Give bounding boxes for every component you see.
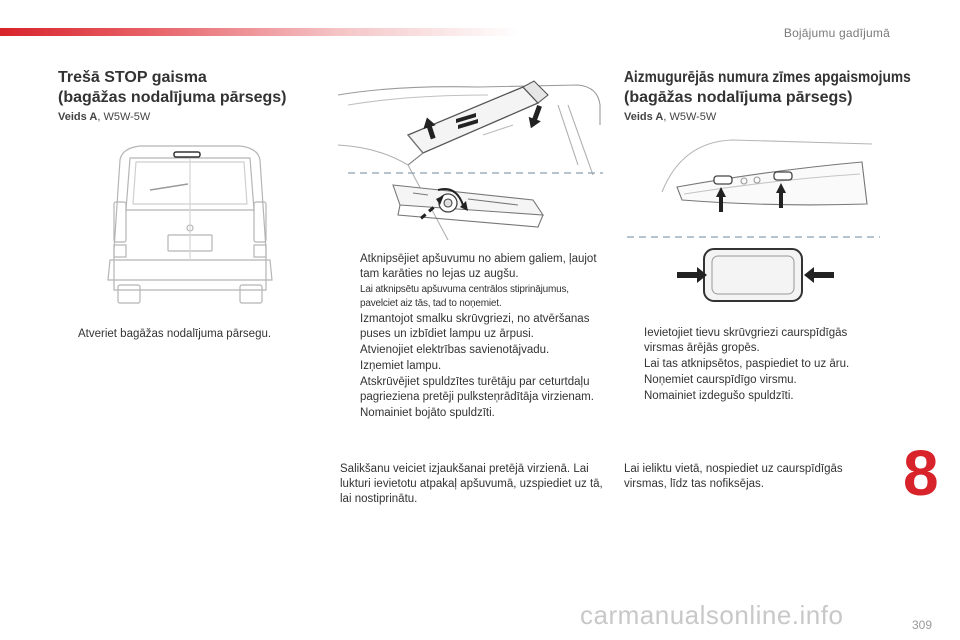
stop-light-marker bbox=[174, 152, 200, 157]
list-item: Izņemiet lampu. bbox=[360, 360, 442, 372]
page-number: 309 bbox=[911, 618, 932, 632]
list-item: Atknipsējiet apšuvumu no abiem galiem, ļaujot tam karāties no lejas uz augšu. bbox=[360, 253, 597, 280]
list-item: Noņemiet caurspīdīgo virsmu. bbox=[644, 374, 797, 386]
middle-note: Salikšanu veiciet izjaukšanai pretējā virzienā. Lai lukturi ievietotu atpakaļ apšuvumā, uzspiediet uz tā, lai nostiprinātu. bbox=[340, 463, 603, 505]
list-item: Atskrūvējiet spuldzītes turētāju par ceturtdaļu pagrieziena pretēji pulksteņrādītāja virzienam. bbox=[360, 376, 594, 403]
right-type-label: Veids A bbox=[624, 111, 664, 123]
left-type-label: Veids A bbox=[58, 111, 98, 123]
right-steps-list bbox=[624, 326, 886, 405]
list-item: Lai tas atknipsētos, paspiediet to uz āru. bbox=[644, 358, 850, 370]
right-title-line1: Aizmugurējās numura zīmes apgaismojums bbox=[624, 69, 911, 86]
right-section-title bbox=[624, 68, 957, 108]
left-steps-list bbox=[58, 327, 308, 343]
left-type-value: , W5W-5W bbox=[97, 111, 151, 123]
chapter-number: 8 bbox=[903, 437, 939, 509]
list-item: Izmantojot smalku skrūvgriezi, no atvēršanas puses un izbīdiet lampu uz ārpusi. bbox=[360, 313, 590, 340]
list-item: Nomainiet izdegušo spuldzīti. bbox=[644, 390, 794, 402]
chapter-title: Bojājumu gadījumā bbox=[783, 26, 890, 40]
list-item: Atveriet bagāžas nodalījuma pārsegu. bbox=[78, 328, 272, 340]
third-stop-light-illustration bbox=[338, 65, 608, 240]
left-type-line bbox=[58, 111, 150, 123]
right-title-line2: (bagāžas nodalījuma pārsegs) bbox=[624, 89, 853, 106]
right-type-value: , W5W-5W bbox=[663, 111, 717, 123]
list-item: Nomainiet bojāto spuldzīti. bbox=[360, 407, 495, 419]
middle-steps-list bbox=[340, 252, 608, 422]
van-rear-illustration bbox=[100, 140, 280, 310]
watermark: carmanualsonline.info bbox=[580, 600, 844, 630]
header-accent-bar bbox=[0, 28, 520, 36]
list-item: Atvienojiet elektrības savienotājvadu. bbox=[360, 344, 550, 356]
left-title-line1: Trešā STOP gaisma bbox=[58, 69, 207, 86]
list-item: Lai atknipsētu apšuvuma centrālos stiprinājumus, pavelciet aiz tās, tad to noņemiet. bbox=[360, 284, 569, 309]
right-note: Lai ieliktu vietā, nospiediet uz caurspīdīgās virsmas, līdz tas nofiksējas. bbox=[624, 463, 843, 490]
list-item: Ievietojiet tievu skrūvgriezi caurspīdīgās virsmas ārējās gropēs. bbox=[644, 327, 848, 354]
number-plate-light-illustration bbox=[622, 132, 884, 307]
left-section-title bbox=[58, 68, 287, 108]
right-type-line bbox=[624, 111, 716, 123]
left-title-line2: (bagāžas nodalījuma pārsegs) bbox=[58, 89, 287, 106]
